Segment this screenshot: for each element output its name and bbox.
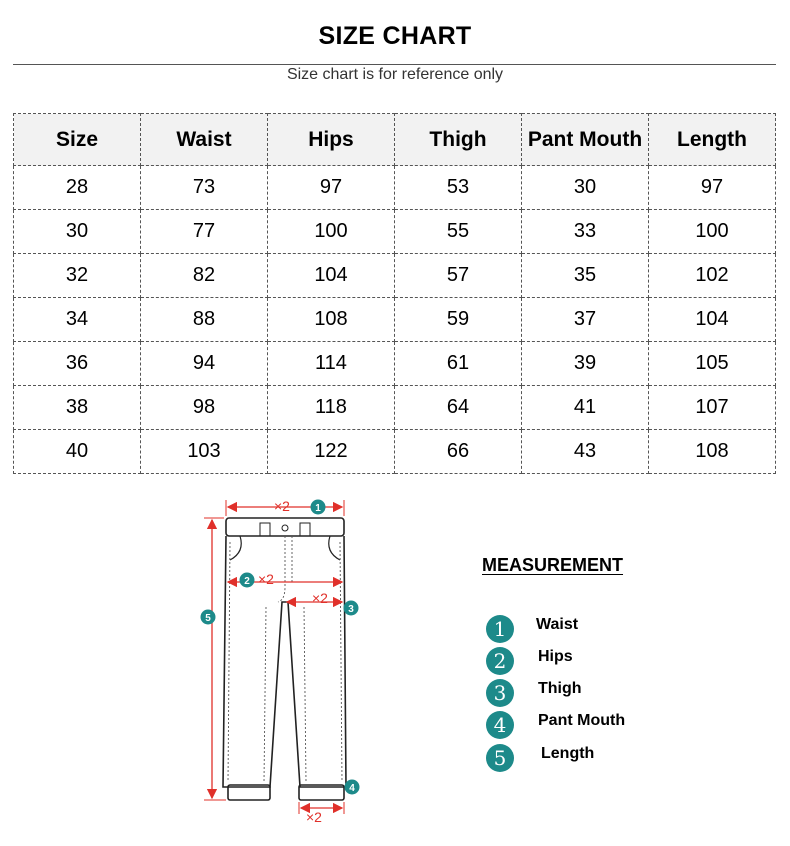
legend-label: Pant Mouth [538,712,626,729]
column-header: Waist [141,114,268,166]
table-cell: 32 [14,254,141,298]
table-cell: 105 [649,342,776,386]
table-cell: 57 [395,254,522,298]
table-cell: 33 [522,210,649,254]
legend-label: Waist [536,616,579,633]
legend-number: 3 [486,679,514,707]
legend-label: Length [541,745,595,762]
table-cell: 94 [141,342,268,386]
pants-diagram [190,492,380,832]
column-header: Thigh [395,114,522,166]
table-cell: 36 [14,342,141,386]
table-cell: 100 [649,210,776,254]
table-cell: 77 [141,210,268,254]
legend-label: Hips [538,648,573,665]
table-cell: 59 [395,298,522,342]
legend-label: Thigh [538,680,582,697]
table-cell: 66 [395,430,522,474]
table-cell: 73 [141,166,268,210]
table-row [14,298,776,342]
table-cell: 98 [141,386,268,430]
table-cell: 82 [141,254,268,298]
table-cell: 34 [14,298,141,342]
table-cell: 108 [268,298,395,342]
marker-2: 2 [244,576,250,587]
table-cell: 122 [268,430,395,474]
table-cell: 107 [649,386,776,430]
column-header: Pant Mouth [522,114,649,166]
table-cell: 37 [522,298,649,342]
page-subtitle: Size chart is for reference only [286,66,504,83]
legend-number: 2 [486,647,514,675]
page-title: SIZE CHART [318,22,472,50]
table-cell: 30 [14,210,141,254]
waist-multiplier: ×2 [274,498,290,514]
table-cell: 53 [395,166,522,210]
table-cell: 61 [395,342,522,386]
table-row [14,210,776,254]
size-table [13,113,776,474]
table-cell: 30 [522,166,649,210]
table-row [14,386,776,430]
table-cell: 55 [395,210,522,254]
table-row [14,430,776,474]
table-cell: 108 [649,430,776,474]
column-header: Hips [268,114,395,166]
hips-multiplier: ×2 [258,571,274,587]
table-cell: 28 [14,166,141,210]
table-row [14,166,776,210]
table-cell: 88 [141,298,268,342]
legend-number: 4 [486,711,514,739]
title-divider [13,64,776,65]
table-cell: 104 [268,254,395,298]
table-cell: 35 [522,254,649,298]
table-row [14,254,776,298]
table-cell: 64 [395,386,522,430]
legend-number: 1 [486,615,514,643]
thigh-multiplier: ×2 [312,590,328,606]
measurement-title: MEASUREMENT [482,555,624,575]
table-row [14,342,776,386]
pant-mouth-multiplier: ×2 [306,809,322,825]
table-cell: 40 [14,430,141,474]
marker-1: 1 [315,503,321,514]
table-cell: 102 [649,254,776,298]
table-cell: 97 [649,166,776,210]
table-cell: 38 [14,386,141,430]
legend-number: 5 [486,744,514,772]
table-header-row [14,114,776,166]
table-cell: 100 [268,210,395,254]
column-header: Length [649,114,776,166]
table-cell: 41 [522,386,649,430]
table-cell: 43 [522,430,649,474]
marker-5: 5 [205,613,211,624]
pants-outline [223,518,346,800]
table-cell: 104 [649,298,776,342]
marker-3: 3 [348,604,354,615]
multiplier-labels [258,498,328,825]
table-cell: 97 [268,166,395,210]
table-cell: 103 [141,430,268,474]
marker-4: 4 [349,783,355,794]
table-cell: 118 [268,386,395,430]
column-header: Size [14,114,141,166]
table-cell: 114 [268,342,395,386]
table-cell: 39 [522,342,649,386]
